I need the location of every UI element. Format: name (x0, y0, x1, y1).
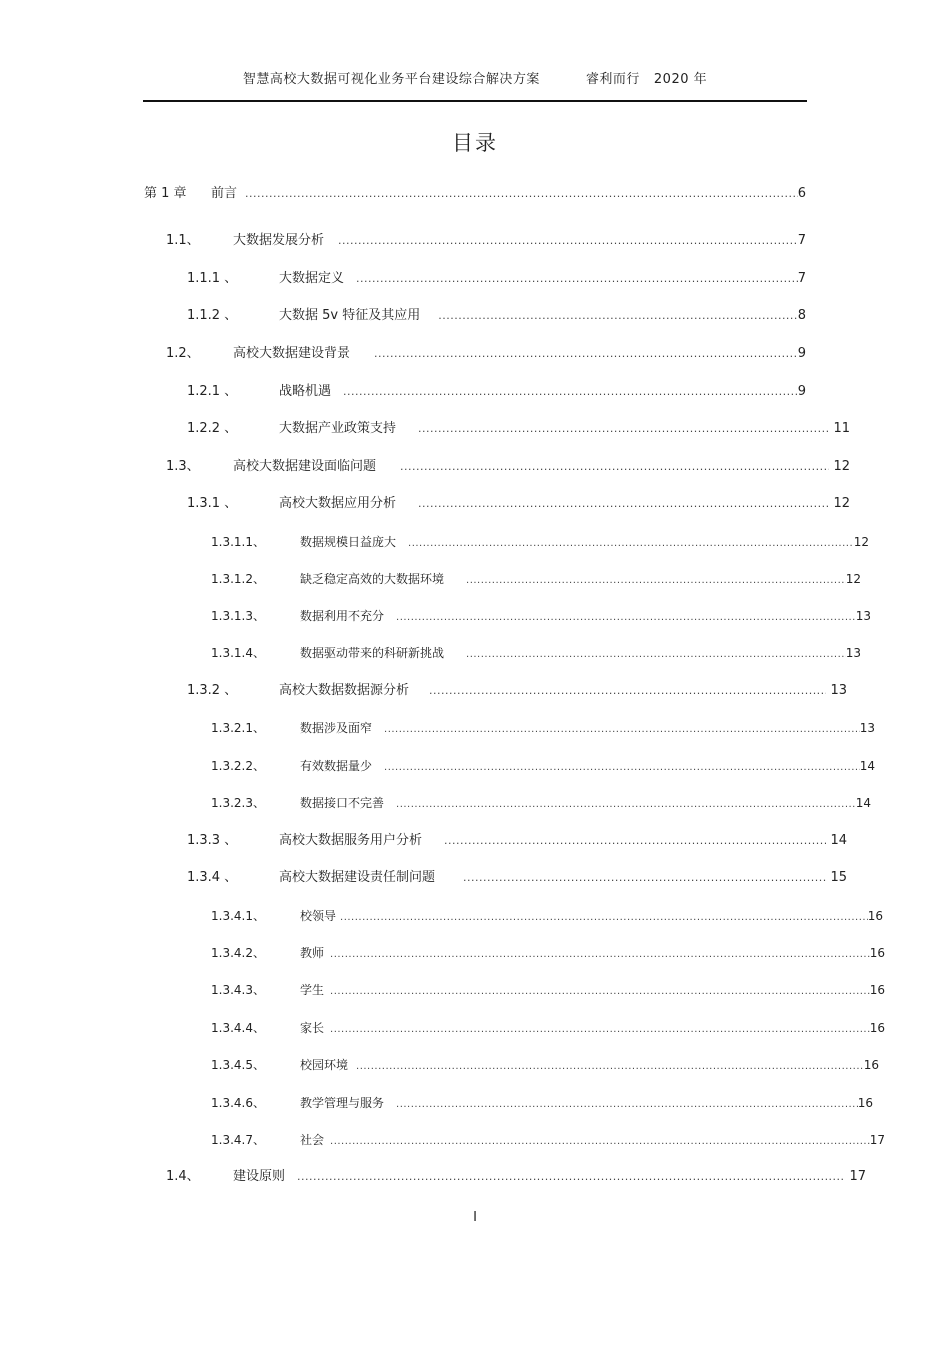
toc-entry[interactable] (187, 382, 806, 402)
toc-entry[interactable] (211, 756, 875, 776)
toc-entry-number: 1.3.2.3、 (211, 796, 265, 810)
toc-entry[interactable] (211, 906, 883, 926)
toc-leader-dots (408, 534, 854, 554)
toc-entry-title: 数据规模日益庞大 (300, 535, 397, 549)
toc-entry-page: 17 (869, 1133, 885, 1147)
toc-entry-title: 家长 (300, 1021, 325, 1035)
toc-entry[interactable] (211, 1018, 885, 1038)
header-divider (143, 100, 807, 102)
toc-entry-page: 11 (833, 421, 850, 436)
toc-entry-title: 建设原则 (233, 1169, 286, 1184)
toc-entry-title: 教师 (300, 946, 325, 960)
document-title: 智慧高校大数据可视化业务平台建设综合解决方案 (242, 72, 540, 87)
toc-entry-number: 1.3.1.4、 (211, 646, 265, 660)
toc-entry[interactable] (211, 569, 861, 589)
toc-entry-title: 大数据发展分析 (233, 233, 325, 248)
toc-leader-dots (245, 184, 798, 204)
toc-entry[interactable] (211, 718, 875, 738)
toc-entry-page: 16 (869, 1021, 885, 1035)
toc-entry-number: 1.3.1 、 (187, 496, 238, 511)
toc-leader-dots (466, 571, 846, 591)
toc-entry-title: 高校大数据服务用户分析 (279, 833, 423, 848)
toc-leader-dots (330, 982, 870, 1002)
toc-entry-title: 高校大数据应用分析 (279, 496, 397, 511)
page-number: I (473, 1210, 477, 1225)
toc-entry-number: 1.3.4.4、 (211, 1021, 265, 1035)
toc-leader-dots (330, 945, 870, 965)
toc-leader-dots (438, 306, 797, 326)
toc-entry-number: 1.3.1.1、 (211, 535, 265, 549)
toc-leader-dots (356, 269, 798, 289)
toc-entry-number: 1.3.2 、 (187, 683, 238, 698)
toc-entry-title: 高校大数据建设责任制问题 (279, 870, 436, 885)
toc-leader-dots (429, 681, 826, 701)
toc-entry-title: 战略机遇 (279, 384, 332, 399)
toc-entry-title: 数据接口不完善 (300, 796, 385, 810)
toc-leader-dots (356, 1057, 864, 1077)
toc-entry-number: 1.3.4.2、 (211, 946, 265, 960)
toc-entry-title: 高校大数据建设背景 (233, 346, 351, 361)
toc-entry-title: 学生 (300, 983, 325, 997)
toc-entry-title: 前言 (211, 186, 238, 201)
toc-leader-dots (400, 457, 829, 477)
toc-entry[interactable] (211, 793, 871, 813)
toc-entry[interactable] (187, 494, 850, 514)
toc-entry-number: 1.2.1 、 (187, 384, 238, 399)
toc-leader-dots (384, 720, 860, 740)
toc-entry-number: 1.1.2 、 (187, 308, 238, 323)
toc-entry-title: 大数据 5v 特征及其应用 (279, 308, 421, 323)
toc-leader-dots (330, 1020, 870, 1040)
toc-entry-page: 13 (855, 609, 871, 623)
toc-entry-title: 大数据产业政策支持 (279, 421, 397, 436)
toc-entry[interactable] (144, 184, 806, 204)
toc-entry-page: 16 (867, 909, 883, 923)
toc-entry-page: 9 (797, 384, 806, 399)
toc-leader-dots (297, 1167, 845, 1187)
toc-entry-number: 1.3.4.7、 (211, 1133, 265, 1147)
toc-entry[interactable] (211, 606, 871, 626)
toc-entry-number: 1.4、 (166, 1169, 200, 1184)
toc-entry-title: 校领导 (300, 909, 337, 923)
toc-entry-number: 1.3.4.6、 (211, 1096, 265, 1110)
document-author: 睿利而行 (585, 72, 640, 87)
toc-entry[interactable] (187, 269, 806, 289)
toc-leader-dots (463, 868, 826, 888)
toc-entry[interactable] (187, 868, 847, 888)
toc-entry-page: 13 (845, 646, 861, 660)
toc-entry-page: 13 (830, 683, 847, 698)
toc-entry-page: 16 (863, 1058, 879, 1072)
toc-entry-number: 1.3.4 、 (187, 870, 238, 885)
toc-entry-page: 16 (869, 946, 885, 960)
toc-leader-dots (418, 419, 829, 439)
toc-leader-dots (343, 382, 798, 402)
toc-entry-page: 12 (853, 535, 869, 549)
toc-entry-page: 16 (869, 983, 885, 997)
toc-entry-title: 缺乏稳定高效的大数据环境 (300, 572, 445, 586)
toc-entry-number: 1.3.1.2、 (211, 572, 265, 586)
toc-entry-number: 1.3.2.2、 (211, 759, 265, 773)
toc-entry[interactable] (211, 943, 885, 963)
toc-entry-title: 校园环境 (300, 1058, 349, 1072)
toc-entry-title: 有效数据量少 (300, 759, 373, 773)
toc-leader-dots (330, 1132, 870, 1152)
toc-entry-page: 14 (830, 833, 847, 848)
toc-entry-page: 14 (859, 759, 875, 773)
toc-entry-page: 8 (797, 308, 806, 323)
toc-entry-title: 数据驱动带来的科研新挑战 (300, 646, 445, 660)
toc-entry-number: 1.3、 (166, 459, 200, 474)
toc-entry-number: 1.2.2 、 (187, 421, 238, 436)
toc-entry[interactable] (211, 1130, 885, 1150)
toc-entry-number: 第 1 章 (144, 186, 187, 201)
toc-entry-page: 12 (845, 572, 861, 586)
toc-entry-page: 17 (849, 1169, 866, 1184)
toc-entry-page: 16 (857, 1096, 873, 1110)
toc-entry-number: 1.1、 (166, 233, 200, 248)
toc-entry[interactable] (211, 532, 869, 552)
toc-leader-dots (338, 231, 798, 251)
toc-entry[interactable] (187, 419, 850, 439)
toc-entry-title: 大数据定义 (279, 271, 345, 286)
toc-entry-page: 7 (797, 233, 806, 248)
toc-entry[interactable] (211, 1093, 873, 1113)
toc-leader-dots (396, 795, 856, 815)
toc-entry[interactable] (187, 681, 847, 701)
toc-entry-page: 9 (797, 346, 806, 361)
toc-entry-title: 教学管理与服务 (300, 1096, 385, 1110)
toc-entry-title: 数据涉及面窄 (300, 721, 373, 735)
toc-entry[interactable] (187, 831, 847, 851)
toc-leader-dots (444, 831, 826, 851)
toc-entry-number: 1.3.4.3、 (211, 983, 265, 997)
toc-entry[interactable] (166, 1167, 866, 1187)
toc-entry-page: 6 (797, 186, 806, 201)
toc-entry-page: 12 (833, 459, 850, 474)
toc-heading: 目录 (452, 131, 498, 155)
toc-entry-title: 数据利用不充分 (300, 609, 385, 623)
document-year: 2020 年 (653, 72, 708, 87)
toc-leader-dots (418, 494, 829, 514)
toc-entry-title: 高校大数据数据源分析 (279, 683, 410, 698)
toc-entry-number: 1.3.4.1、 (211, 909, 265, 923)
toc-entry-number: 1.3.4.5、 (211, 1058, 265, 1072)
toc-entry[interactable] (187, 306, 806, 326)
toc-entry[interactable] (166, 344, 806, 364)
toc-entry[interactable] (166, 231, 806, 251)
toc-entry-page: 7 (797, 271, 806, 286)
toc-entry-title: 社会 (300, 1133, 325, 1147)
toc-leader-dots (466, 645, 846, 665)
toc-entry-page: 13 (859, 721, 875, 735)
toc-leader-dots (374, 344, 798, 364)
toc-leader-dots (384, 758, 860, 778)
toc-entry-number: 1.2、 (166, 346, 200, 361)
toc-entry[interactable] (211, 980, 885, 1000)
toc-entry[interactable] (166, 457, 850, 477)
toc-entry-number: 1.3.2.1、 (211, 721, 265, 735)
toc-entry-number: 1.3.3 、 (187, 833, 238, 848)
toc-leader-dots (396, 608, 856, 628)
toc-entry-page: 15 (830, 870, 847, 885)
toc-entry[interactable] (211, 1055, 879, 1075)
toc-leader-dots (340, 908, 868, 928)
page-header (0, 68, 950, 87)
toc-entry-number: 1.1.1 、 (187, 271, 238, 286)
toc-leader-dots (396, 1095, 858, 1115)
toc-entry-page: 14 (855, 796, 871, 810)
toc-entry-title: 高校大数据建设面临问题 (233, 459, 377, 474)
toc-entry[interactable] (211, 643, 861, 663)
toc-entry-page: 12 (833, 496, 850, 511)
toc-entry-number: 1.3.1.3、 (211, 609, 265, 623)
